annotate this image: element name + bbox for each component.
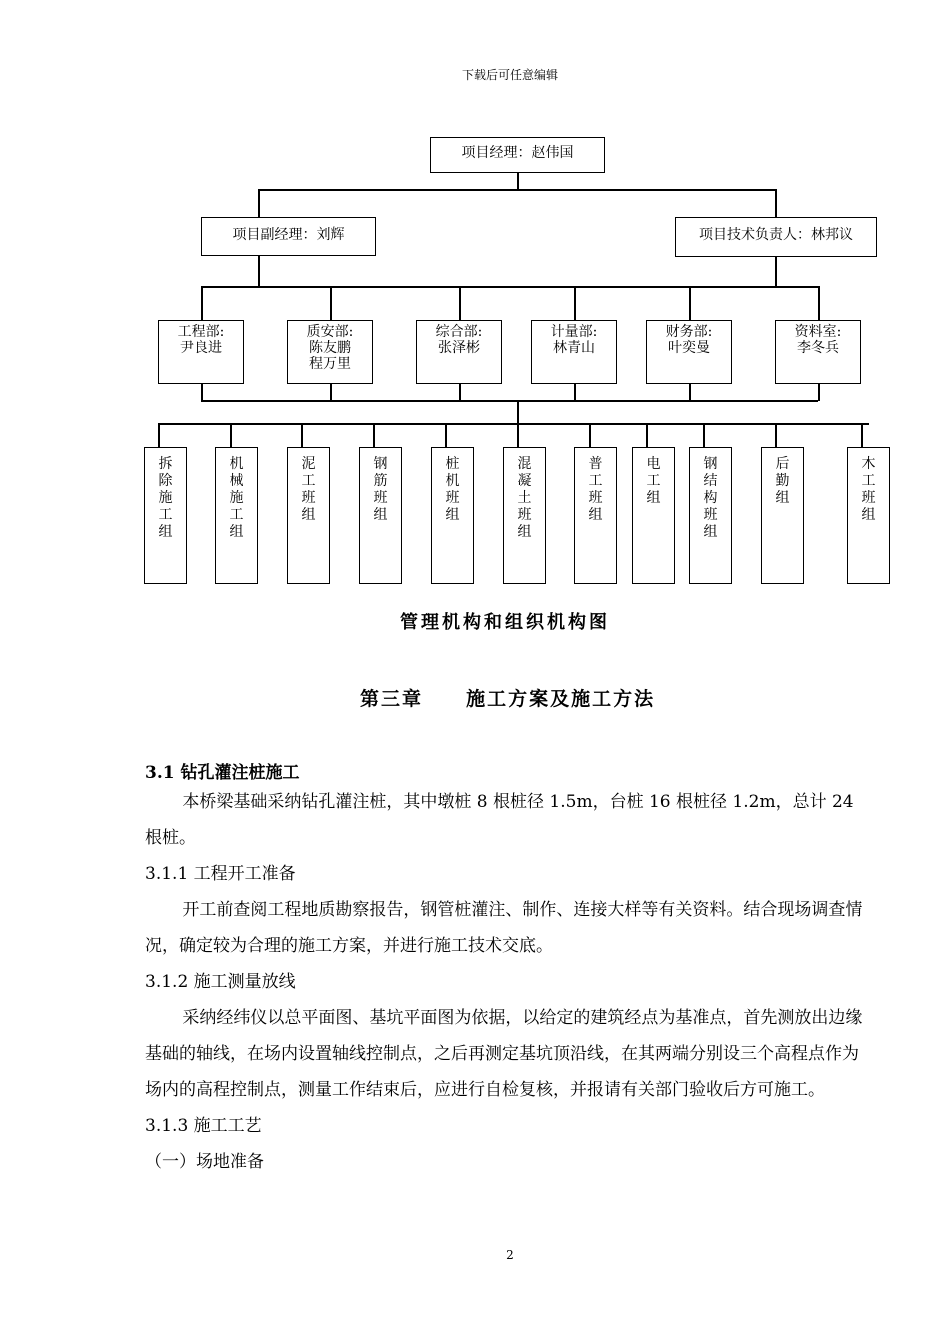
subsection-heading: 3.1.1 工程开工准备 bbox=[145, 864, 296, 884]
connector bbox=[517, 423, 519, 447]
team-label: 混凝土班组 bbox=[517, 456, 532, 540]
connector bbox=[689, 286, 691, 320]
team-label: 桩机班组 bbox=[445, 456, 460, 523]
subsection-heading: 3.1.2 施工测量放线 bbox=[145, 972, 296, 992]
team-label: 泥工班组 bbox=[301, 456, 316, 523]
connector bbox=[703, 423, 705, 447]
subsection-heading: 3.1.3 施工工艺 bbox=[145, 1116, 262, 1136]
team-box bbox=[287, 447, 330, 584]
department-box bbox=[775, 320, 861, 384]
department-box bbox=[646, 320, 732, 384]
team-box bbox=[431, 447, 474, 584]
connector bbox=[818, 383, 820, 401]
connector bbox=[589, 423, 591, 447]
connector bbox=[517, 400, 519, 424]
department-name: 工程部: bbox=[177, 324, 225, 340]
chapter-title: 第三章 施工方案及施工方法 bbox=[360, 688, 656, 710]
connector bbox=[158, 423, 160, 447]
connector bbox=[201, 400, 818, 402]
team-box bbox=[761, 447, 804, 584]
connector bbox=[330, 286, 332, 320]
connector bbox=[301, 423, 303, 447]
connector bbox=[258, 255, 260, 287]
team-label: 钢结构班组 bbox=[703, 456, 718, 540]
org-chart-caption: 管理机构和组织机构图 bbox=[400, 612, 610, 633]
connector bbox=[258, 189, 260, 217]
department-name: 质安部: bbox=[306, 324, 354, 340]
connector bbox=[201, 286, 818, 288]
connector bbox=[517, 172, 519, 190]
connector bbox=[861, 423, 863, 447]
team-label: 钢筋班组 bbox=[373, 456, 388, 523]
team-label: 普工班组 bbox=[588, 456, 603, 523]
team-label: 拆除施工组 bbox=[158, 456, 173, 540]
page-number: 2 bbox=[506, 1248, 514, 1262]
subsection-heading: （一）场地准备 bbox=[145, 1152, 264, 1172]
connector bbox=[330, 383, 332, 401]
department-box bbox=[416, 320, 502, 384]
department-box bbox=[158, 320, 244, 384]
connector bbox=[775, 189, 777, 217]
team-label: 后勤组 bbox=[775, 456, 790, 506]
connector bbox=[158, 423, 869, 425]
department-name: 综合部: bbox=[435, 324, 483, 340]
department-people: 张泽彬 bbox=[438, 340, 480, 356]
connector bbox=[373, 423, 375, 447]
department-people: 李冬兵 bbox=[797, 340, 839, 356]
connector bbox=[775, 257, 777, 287]
department-name: 资料室: bbox=[794, 324, 842, 340]
department-box bbox=[287, 320, 373, 384]
team-box bbox=[359, 447, 402, 584]
connector bbox=[818, 286, 820, 320]
team-label: 机械施工组 bbox=[229, 456, 244, 540]
connector bbox=[775, 423, 777, 447]
team-box bbox=[689, 447, 732, 584]
connector bbox=[646, 423, 648, 447]
department-name: 财务部: bbox=[665, 324, 713, 340]
department-name: 计量部: bbox=[550, 324, 598, 340]
connector bbox=[689, 383, 691, 401]
paragraph: 本桥梁基础采纳钻孔灌注桩，其中墩桩 8 根桩径 1.5m，台桩 16 根桩径 1.2m，总计 24 根桩。 bbox=[145, 792, 854, 848]
connector bbox=[201, 286, 203, 320]
department-people: 林青山 bbox=[553, 340, 595, 356]
deputy-manager-box: 项目副经理：刘辉 bbox=[201, 217, 376, 256]
team-box bbox=[503, 447, 546, 584]
header-note: 下载后可任意编辑 bbox=[461, 68, 558, 82]
body-text bbox=[145, 784, 875, 1180]
team-box bbox=[144, 447, 187, 584]
connector bbox=[201, 383, 203, 401]
connector bbox=[258, 189, 776, 191]
department-people: 陈友鹏 程万里 bbox=[309, 340, 351, 372]
department-box bbox=[531, 320, 617, 384]
manager-box: 项目经理：赵伟国 bbox=[430, 137, 605, 173]
connector bbox=[574, 286, 576, 320]
team-label: 木工班组 bbox=[861, 456, 876, 523]
department-people: 尹良进 bbox=[180, 340, 222, 356]
paragraph: 开工前查阅工程地质勘察报告，钢管桩灌注、制作、连接大样等有关资料。结合现场调查情况，确定较为合理的施工方案，并进行施工技术交底。 bbox=[145, 900, 863, 956]
connector bbox=[459, 286, 461, 320]
paragraph: 采纳经纬仪以总平面图、基坑平面图为依据，以给定的建筑经点为基准点，首先测放出边缘基础的轴线，在场内设置轴线控制点，之后再测定基坑顶沿线，在其两端分别设三个高程点作为场内的高程控制点，测量工作结束后，应进行自检复核，并报请有关部门验收后方可施工。 bbox=[145, 1008, 863, 1100]
section-title: 3.1 钻孔灌注桩施工 bbox=[145, 763, 300, 783]
team-box bbox=[574, 447, 617, 584]
team-box bbox=[215, 447, 258, 584]
tech-lead-box: 项目技术负责人：林邦议 bbox=[675, 217, 877, 257]
team-box bbox=[847, 447, 890, 584]
team-label: 电工组 bbox=[646, 456, 661, 506]
connector bbox=[445, 423, 447, 447]
connector bbox=[230, 423, 232, 447]
connector bbox=[574, 383, 576, 401]
department-people: 叶奕曼 bbox=[668, 340, 710, 356]
team-box bbox=[632, 447, 675, 584]
connector bbox=[459, 383, 461, 401]
